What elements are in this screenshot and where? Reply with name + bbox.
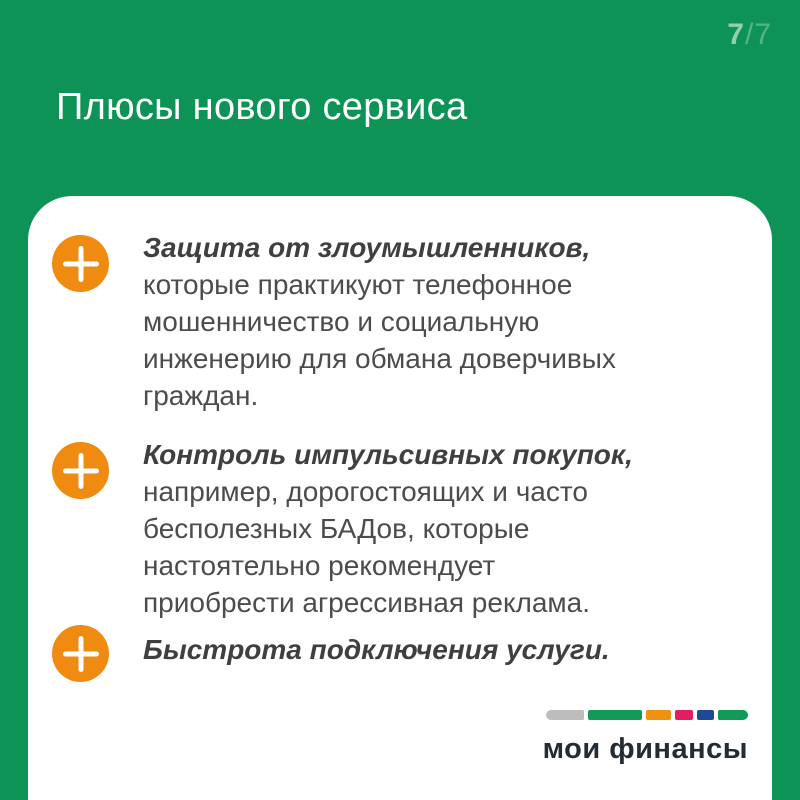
logo-bar-segment-green xyxy=(588,710,642,720)
moi-finansy-logo xyxy=(538,710,748,766)
logo-bar-segment-pink xyxy=(675,710,693,720)
bullet-lead: Контроль импульсивных покупок, xyxy=(143,439,633,470)
bullet-item xyxy=(52,436,736,621)
page-indicator-total: 7 xyxy=(754,18,772,51)
bullet-lead: Защита от злоумышленников, xyxy=(143,232,591,263)
bullet-item xyxy=(52,229,736,414)
plus-icon xyxy=(52,625,109,682)
page-indicator xyxy=(727,20,772,50)
page-indicator-separator: / xyxy=(744,18,755,51)
bullet-text xyxy=(143,436,653,621)
bullet-body: например, дорогостоящих и часто бесполезных БАДов, которые настоятельно рекомендует приобрести агрессивная реклама. xyxy=(143,476,591,618)
page-title: Плюсы нового сервиса xyxy=(56,86,468,128)
logo-bar-segment-green-2 xyxy=(718,710,748,720)
logo-bar-segment-gray xyxy=(546,710,584,720)
plus-icon xyxy=(52,235,109,292)
bullet-item xyxy=(52,631,736,682)
bullet-lead: Быстрота подключения услуги. xyxy=(143,634,610,665)
page-indicator-current: 7 xyxy=(727,18,745,51)
bullet-body: которые практикуют телефонное мошенничество и социальную инженерию для обмана доверчивых граждан. xyxy=(143,269,616,411)
content-card xyxy=(28,196,772,800)
plus-icon xyxy=(52,442,109,499)
bullet-text xyxy=(143,229,653,414)
logo-bar xyxy=(538,710,748,720)
logo-text: мои финансы xyxy=(542,733,748,765)
logo-bar-segment-orange xyxy=(646,710,671,720)
bullet-text xyxy=(143,631,653,668)
logo-bar-segment-blue xyxy=(697,710,714,720)
